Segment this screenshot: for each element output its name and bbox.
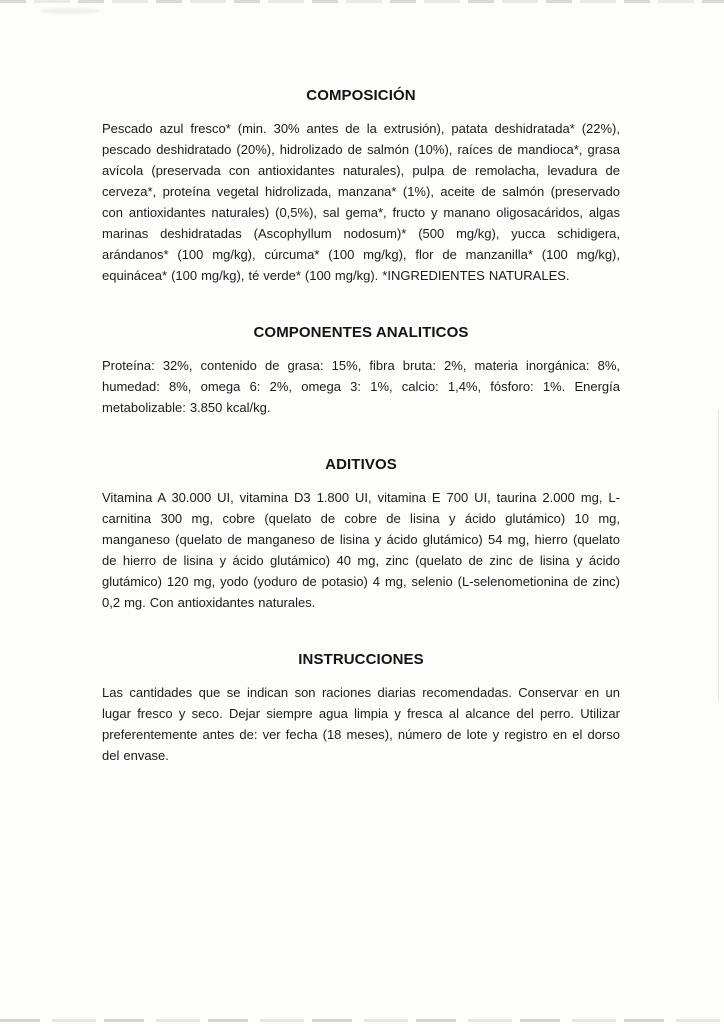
section-heading-instrucciones: INSTRUCCIONES [298,651,424,668]
scan-artifact-bottom-edge [0,1019,724,1022]
section-heading-aditivos: ADITIVOS [325,456,397,473]
scan-artifact-smudge [40,8,100,14]
section-heading-componentes-analiticos: COMPONENTES ANALITICOS [253,324,469,341]
scan-artifact-right-edge [718,410,719,700]
section-body-componentes-analiticos: Proteína: 32%, contenido de grasa: 15%, fibra bruta: 2%, materia inorgánica: 8%, humedad: 8%, omega 6: 2%, omega 3: 1%, calcio: 1,4%, fósforo: 1%. Energía metabolizable: 3.850 kcal/kg. [102,358,620,415]
section-body-composicion: Pescado azul fresco* (min. 30% antes de la extrusión), patata deshidratada* (22%), pescado deshidratado (20%), hidrolizado de salmón (10%), raíces de mandioca*, grasa avícola (preservada con antioxidantes naturales), pulpa de remolacha, levadura de cerveza*, proteína vegetal hidrolizada, manzana* (1%), aceite de salmón (preservado con antioxidantes naturales) (0,5%), sal gema*, fructo y manano oligosacáridos, algas marinas deshidratadas (Ascophyllum nodosum)* (500 mg/kg), yucca schidigera, arándanos* (100 mg/kg), cúrcuma* (100 mg/kg), flor de manzanilla* (100 mg/kg), equinácea* (100 mg/kg), té verde* (100 mg/kg). *INGREDIENTES NATURALES. [102,121,620,283]
scan-artifact-top-edge [0,0,724,3]
section-body-aditivos: Vitamina A 30.000 UI, vitamina D3 1.800 UI, vitamina E 700 UI, taurina 2.000 mg, L-carnitina 300 mg, cobre (quelato de cobre de lisina y ácido glutámico) 10 mg, manganeso (quelato de manganeso de lisina y ácido glutámico) 54 mg, hierro (quelato de hierro de lisina y ácido glutámico) 40 mg, zinc (quelato de zinc de lisina y ácido glutámico) 120 mg, yodo (yoduro de potasio) 4 mg, selenio (L-selenometionina de zinc) 0,2 mg. Con antioxidantes naturales. [102,490,620,610]
section-heading-composicion: COMPOSICIÓN [306,87,416,104]
section-body-instrucciones: Las cantidades que se indican son raciones diarias recomendadas. Conservar en un lugar fresco y seco. Dejar siempre agua limpia y fresca al alcance del perro. Utilizar preferentemente antes de: ver fecha (18 meses), número de lote y registro en el dorso del envase. [102,685,620,763]
document-content [102,88,620,766]
